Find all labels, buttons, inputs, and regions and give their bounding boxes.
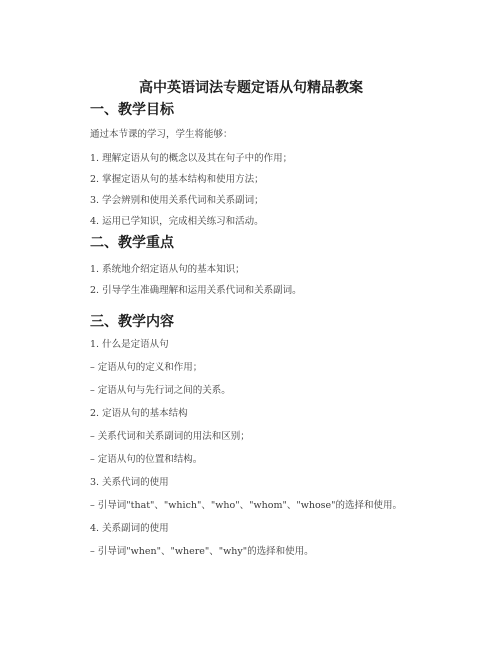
list-item: – 引导词"that"、"which"、"who"、"whom"、"whose"的选择和使用。 xyxy=(90,500,403,511)
list-item: 1. 理解定语从句的概念以及其在句子中的作用； xyxy=(90,153,293,164)
section-heading-key-points: 二、教学重点 xyxy=(90,235,174,251)
list-item: 1. 什么是定语从句 xyxy=(90,339,169,350)
list-item: – 定语从句与先行词之间的关系。 xyxy=(90,385,231,396)
list-item: – 关系代词和关系副词的用法和区别； xyxy=(90,431,250,442)
section-heading-objectives: 一、教学目标 xyxy=(90,102,174,118)
list-item: 4. 运用已学知识，完成相关练习和活动。 xyxy=(90,216,264,227)
list-item: 1. 系统地介绍定语从句的基本知识； xyxy=(90,264,245,275)
list-item: 2. 定语从句的基本结构 xyxy=(90,408,188,419)
list-item: – 定语从句的位置和结构。 xyxy=(90,454,203,465)
paragraph-line: 通过本节课的学习，学生将能够： xyxy=(90,129,233,140)
list-item: 2. 掌握定语从句的基本结构和使用方法； xyxy=(90,174,264,185)
list-item: – 定语从句的定义和作用； xyxy=(90,362,203,373)
list-item: 3. 学会辨别和使用关系代词和关系副词； xyxy=(90,195,264,206)
list-item: 2. 引导学生准确理解和运用关系代词和关系副词。 xyxy=(90,285,302,296)
section-heading-content: 三、教学内容 xyxy=(90,314,174,330)
list-item: 4. 关系副词的使用 xyxy=(90,523,169,534)
list-item: – 引导词"when"、"where"、"why"的选择和使用。 xyxy=(90,546,314,557)
list-item: 3. 关系代词的使用 xyxy=(90,477,169,488)
document-title: 高中英语词法专题定语从句精品教案 xyxy=(139,80,363,96)
